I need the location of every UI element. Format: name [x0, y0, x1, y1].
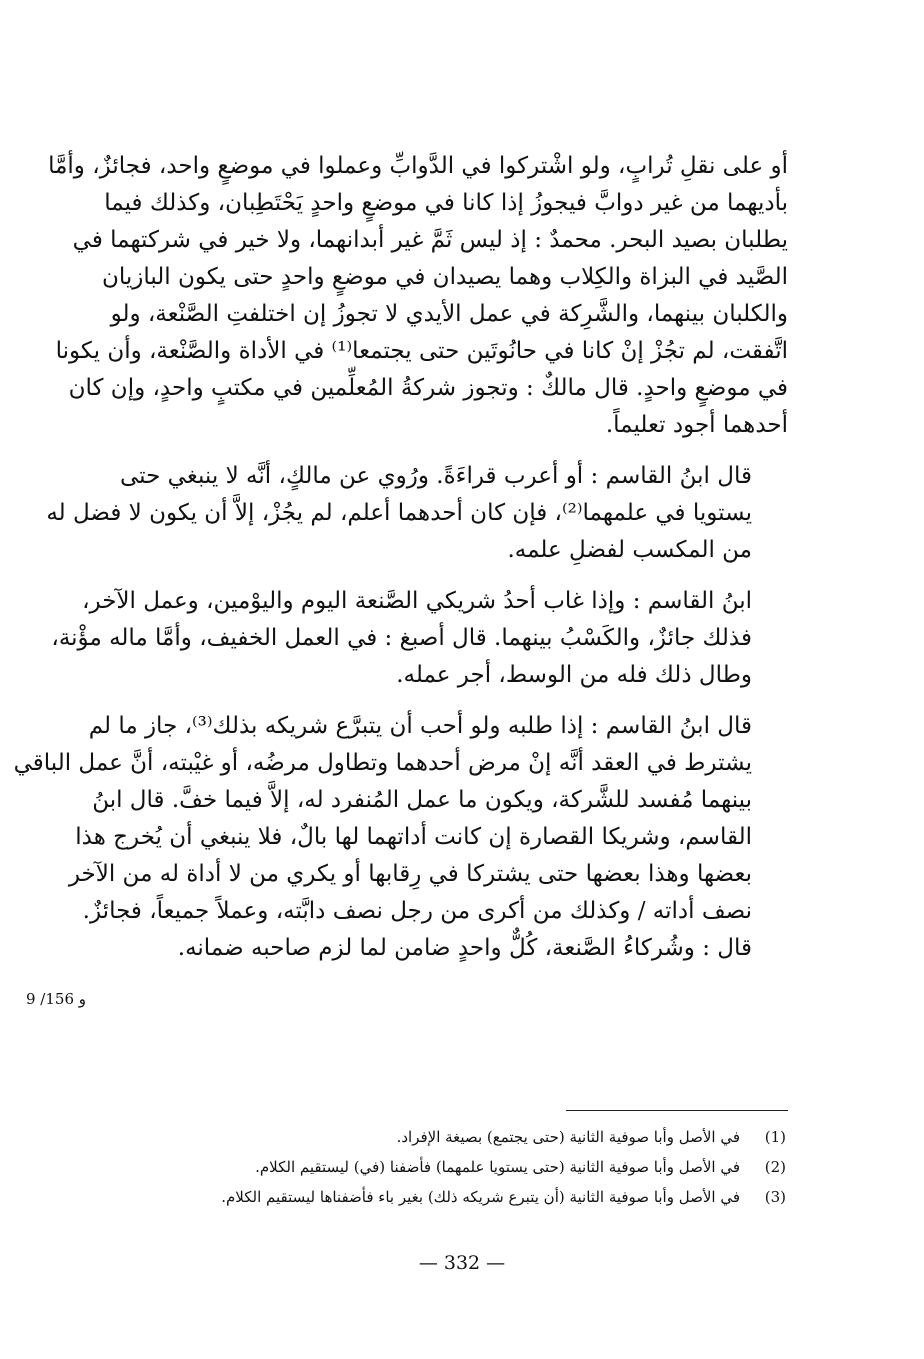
- text-line: الصَّيد في البزاة والكِلاب وهما يصيدان في موضعٍ واحدٍ حتى يكون البازيان: [101, 264, 788, 290]
- text-line: أحدهما أجود تعليماً.: [605, 412, 788, 438]
- text-line: نصف أداته / وكذلك من أكرى من رجل نصف دابَّته، وعملاً جميعاً، فجائزٌ.: [82, 898, 752, 924]
- text-line: والكلبان بينهما، والشَّرِكة في عمل الأيدي لا تجوزُ إن اختلفتِ الصَّنْعة، ولو: [110, 301, 788, 327]
- main-text: [13, 148, 788, 981]
- text-line: ابنُ القاسم : وإذا غاب أحدُ شريكي الصَّنعة اليوم واليوْمين، وعمل الآخر،: [82, 588, 752, 614]
- text-line: يطلبان بصيد البحر. محمدٌ : إذ ليس ثَمَّ غير أبدانهما، ولا خير في شركتهما في: [72, 227, 788, 253]
- paragraph-2: [46, 458, 788, 569]
- text-line: قال ابنُ القاسم : أو أعرب قراءَةً. ورُوي عن مالكٍ، أنَّه لا ينبغي حتى: [120, 463, 752, 489]
- text-line: أو على نقلِ تُرابٍ، ولو اشْتركوا في الدَّوابِّ وعملوا في موضعٍ واحد، فجائزٌ، وأمَّا: [48, 153, 788, 179]
- text-line: يشترط في العقد أنَّه إنْ مرض أحدهما وتطاول مرضُه، أو غيْبته، أنَّ عمل الباقي: [13, 750, 752, 776]
- text-line: قال : وشُركاءُ الصَّنعة، كُلٌّ واحدٍ ضامن لما لزم صاحبه ضمانه.: [177, 935, 752, 961]
- text-line: القاسم، وشريكا القصارة إن كانت أداتهما لها بالٌ، فلا ينبغي أن يُخرج هذا: [75, 824, 752, 850]
- text-line: اتَّفقت، لم تجُزْ إنْ كانا في حانُوتَين حتى يجتمعا⁽¹⁾ في الأداة والصَّنْعة، وأن يكونا: [55, 338, 788, 364]
- paragraph-1: [48, 148, 788, 444]
- manuscript-folio-note: 9 /156 و: [26, 990, 87, 1008]
- paragraph-3: [51, 583, 788, 694]
- footnotes: [150, 1122, 786, 1212]
- text-line: في موضعٍ واحدٍ. قال مالكٌ : وتجوز شركةُ المُعلِّمين في مكتبٍ واحدٍ، وإن كان: [68, 375, 788, 401]
- footnote: [150, 1122, 786, 1152]
- footnote: [150, 1152, 786, 1182]
- text-line: فذلك جائزٌ، والكَسْبُ بينهما. قال أصبغ : في العمل الخفيف، وأمَّا ماله مؤْنة،: [51, 625, 752, 651]
- text-line: قال ابنُ القاسم : إذا طلبه ولو أحب أن يتبرَّع شريكه بذلك⁽³⁾، جاز ما لم: [88, 713, 752, 739]
- paragraph-4: [13, 708, 788, 967]
- footnote-text: في الأصل وأبا صوفية الثانية (حتى يجتمع) بصيغة الإفراد.: [396, 1128, 740, 1146]
- text-line: وطال ذلك فله من الوسط، أجر عمله.: [396, 662, 752, 688]
- footnote: [150, 1182, 786, 1212]
- text-line: بينهما مُفسد للشَّركة، ويكون ما عمل المُنفرد له، إلاَّ فيما خفَّ. قال ابنُ: [92, 787, 752, 813]
- text-line: بأديهما من غير دوابَّ فيجوزُ إذا كانا في موضعٍ واحدٍ يَحْتَطِبان، وكذلك فيما: [104, 190, 788, 216]
- footnote-text: في الأصل وأبا صوفية الثانية (أن يتبرع شريكه ذلك) بغير باء فأضفناها ليستقيم الكلام.: [221, 1188, 740, 1206]
- footnote-separator: [566, 1110, 788, 1111]
- footnote-number: (1): [764, 1128, 786, 1146]
- text-line: يستويا في علمهما⁽²⁾، فإن كان أحدهما أعلم، لم يجُزْ، إلاَّ أن يكون لا فضل له: [46, 500, 752, 526]
- footnote-number: (2): [764, 1158, 786, 1176]
- text-line: من المكسب لفضلِ علمه.: [507, 537, 752, 563]
- page-number: — 332 —: [418, 1252, 506, 1274]
- footnote-number: (3): [764, 1188, 786, 1206]
- footnote-text: في الأصل وأبا صوفية الثانية (حتى يستويا علمهما) فأضفنا (في) ليستقيم الكلام.: [255, 1158, 740, 1176]
- text-line: بعضها وهذا بعضها حتى يشتركا في رِقابها أو يكري من لا أداة له من الآخر: [68, 861, 752, 887]
